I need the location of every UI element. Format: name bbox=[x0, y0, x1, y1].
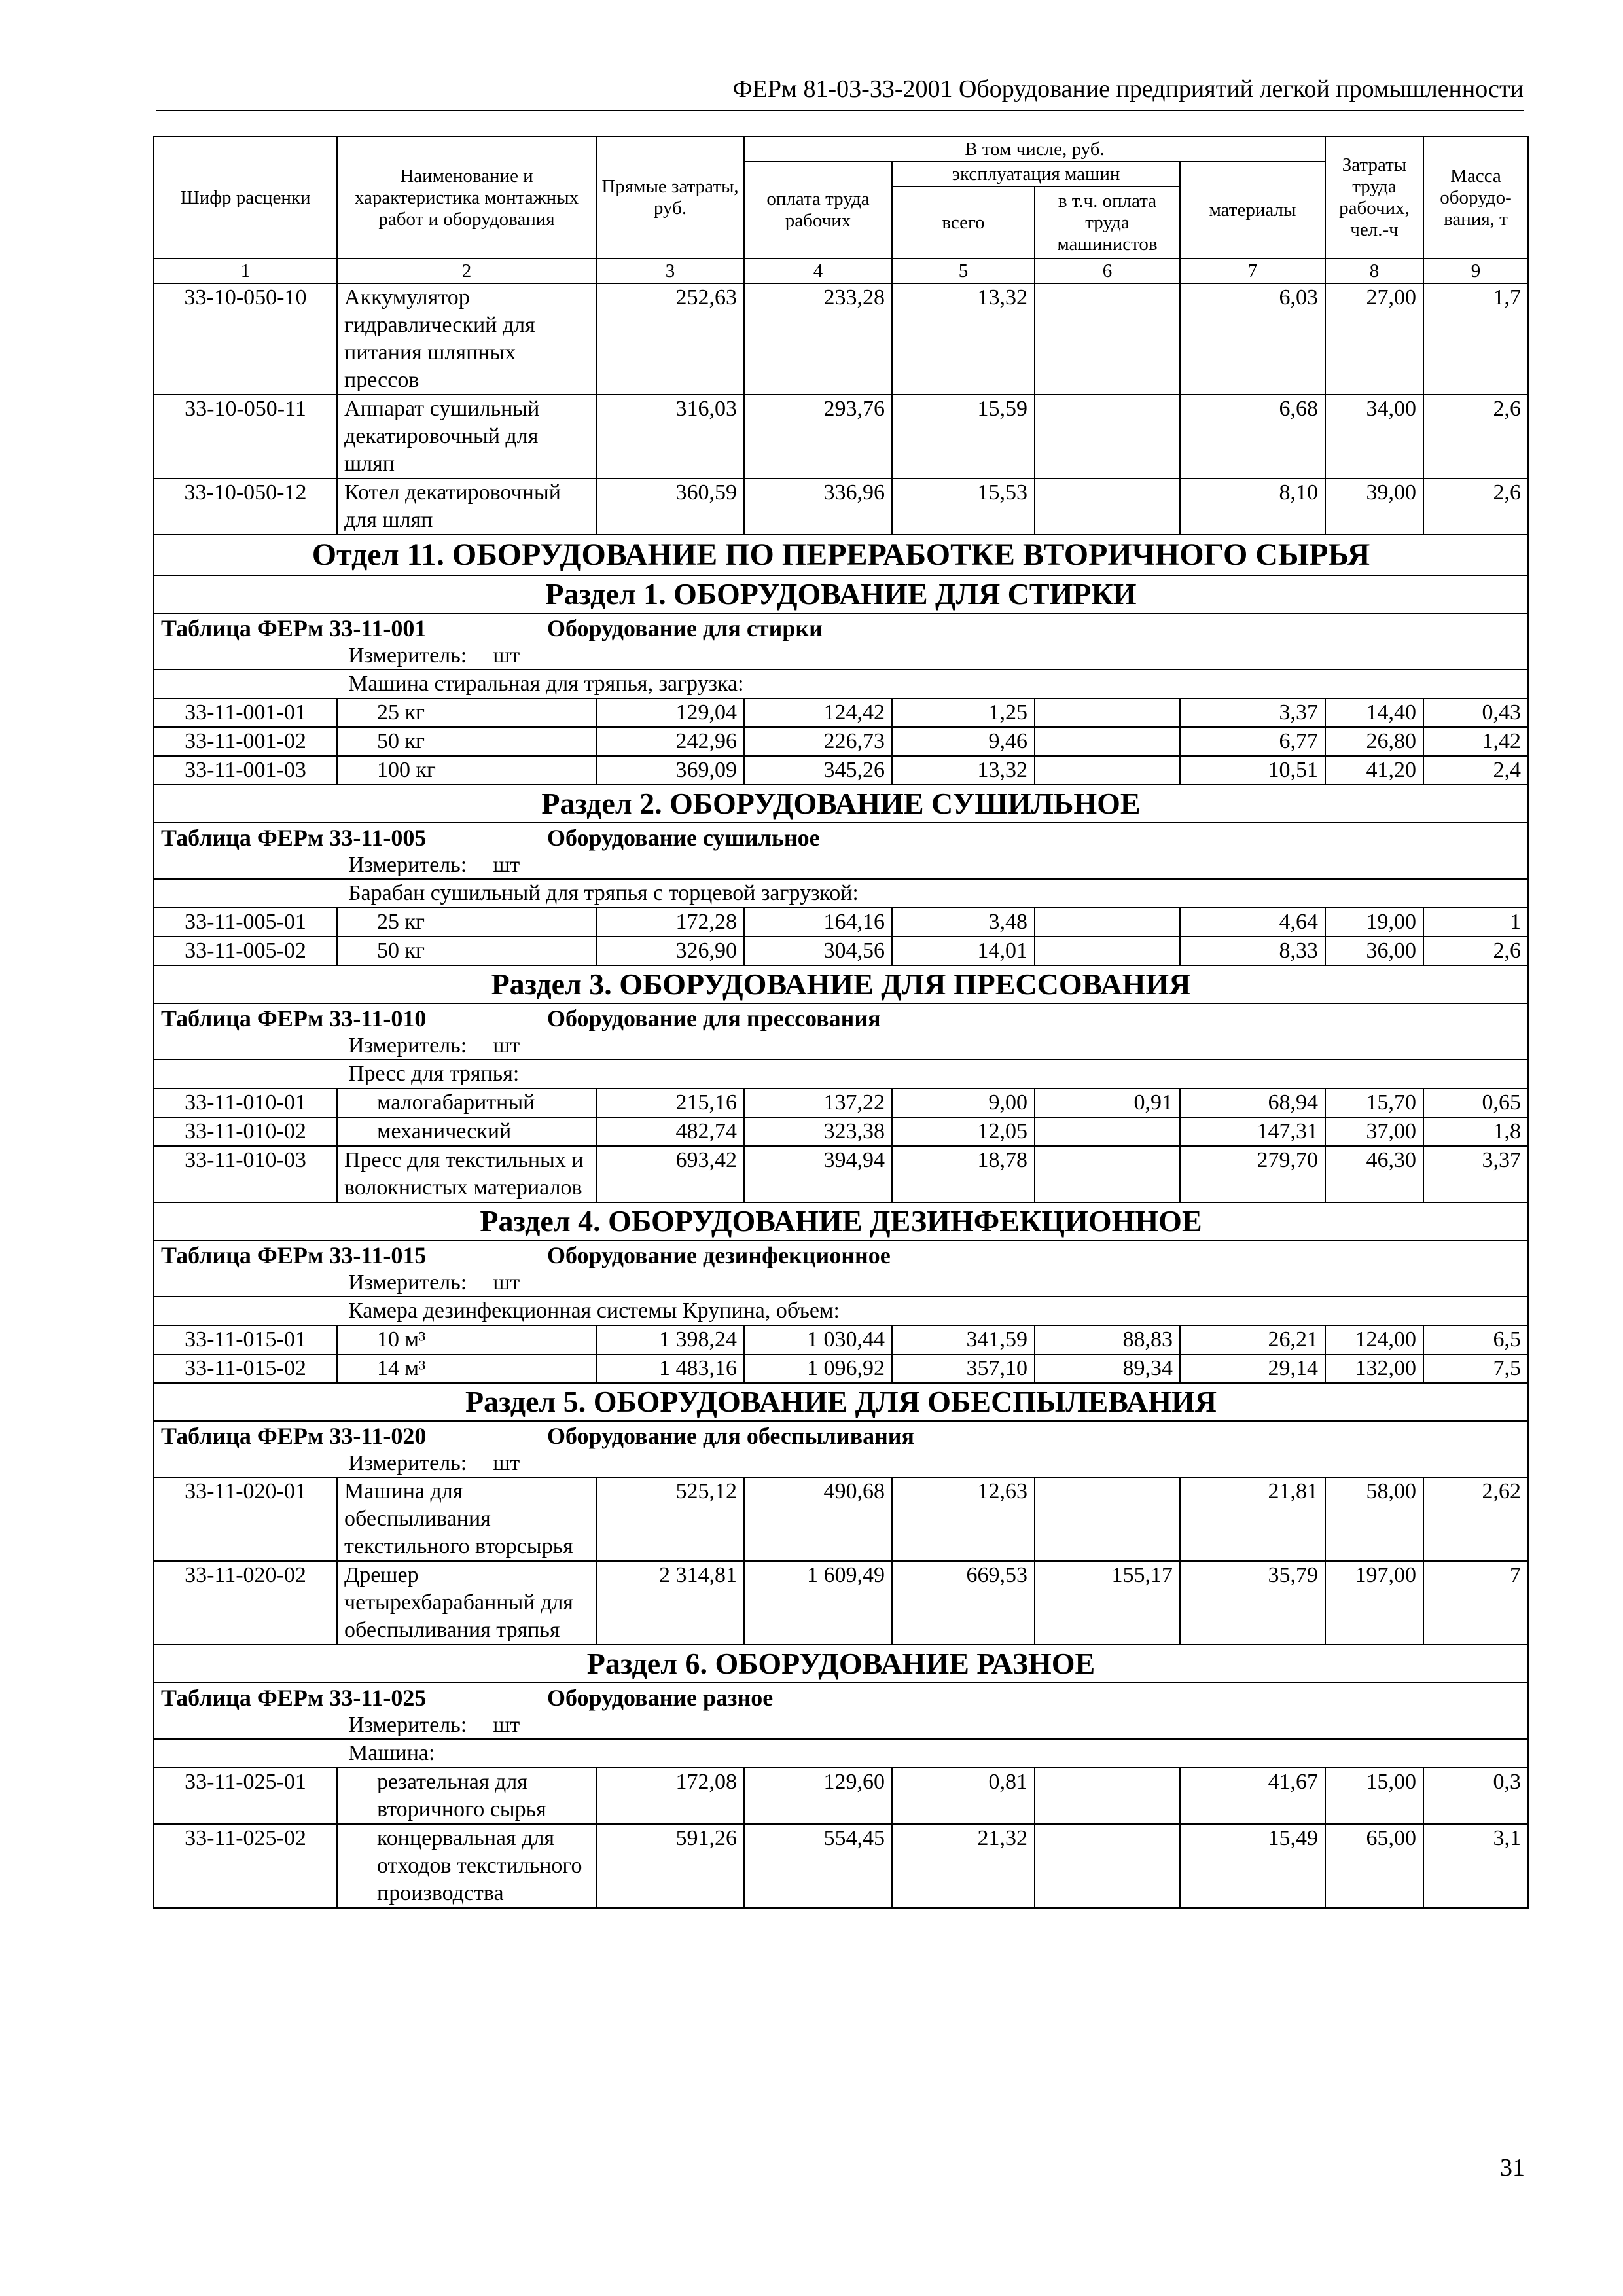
measure-unit bbox=[154, 643, 1528, 670]
labor-hours: 15,00 bbox=[1325, 1768, 1423, 1824]
labor-hours: 34,00 bbox=[1325, 395, 1423, 478]
equipment-mass: 2,4 bbox=[1423, 756, 1528, 785]
table-row bbox=[154, 478, 1528, 535]
group-row bbox=[154, 1060, 1528, 1088]
work-name: механический bbox=[337, 1117, 596, 1146]
machines-total: 12,05 bbox=[892, 1117, 1035, 1146]
materials: 3,37 bbox=[1180, 698, 1325, 727]
section-title: Раздел 6. ОБОРУДОВАНИЕ РАЗНОЕ bbox=[154, 1645, 1528, 1683]
section-title: Раздел 4. ОБОРУДОВАНИЕ ДЕЗИНФЕКЦИОННОЕ bbox=[154, 1202, 1528, 1240]
machinists-pay bbox=[1035, 1117, 1180, 1146]
rates-table bbox=[153, 136, 1529, 1909]
table-row bbox=[154, 1477, 1528, 1561]
table-row bbox=[154, 937, 1528, 965]
labor-hours: 197,00 bbox=[1325, 1561, 1423, 1645]
measure-label: Измеритель: bbox=[348, 1451, 467, 1475]
page-header bbox=[156, 71, 1524, 111]
direct-costs: 215,16 bbox=[596, 1088, 744, 1117]
rate-code: 33-10-050-11 bbox=[154, 395, 337, 478]
machinists-pay bbox=[1035, 1146, 1180, 1202]
direct-costs: 326,90 bbox=[596, 937, 744, 965]
labor-hours: 14,40 bbox=[1325, 698, 1423, 727]
col-header-materials: материалы bbox=[1180, 162, 1325, 259]
machines-total: 18,78 bbox=[892, 1146, 1035, 1202]
labor-pay: 293,76 bbox=[744, 395, 892, 478]
measure-label: Измеритель: bbox=[348, 643, 467, 668]
labor-pay: 1 609,49 bbox=[744, 1561, 892, 1645]
direct-costs: 525,12 bbox=[596, 1477, 744, 1561]
machinists-pay bbox=[1035, 937, 1180, 965]
equipment-mass: 3,37 bbox=[1423, 1146, 1528, 1202]
table-row bbox=[154, 1146, 1528, 1202]
work-name: 14 м³ bbox=[337, 1354, 596, 1383]
measure-value: шт bbox=[493, 853, 520, 877]
materials: 68,94 bbox=[1180, 1088, 1325, 1117]
col-number: 8 bbox=[1325, 259, 1423, 283]
measure-row bbox=[154, 1270, 1528, 1297]
table-heading-row bbox=[154, 823, 1528, 852]
section-title-row bbox=[154, 1645, 1528, 1683]
machines-total: 13,32 bbox=[892, 283, 1035, 395]
col-header-machines: эксплуатация машин bbox=[892, 162, 1180, 187]
materials: 21,81 bbox=[1180, 1477, 1325, 1561]
table-title: Оборудование для стирки bbox=[547, 615, 823, 641]
equipment-mass: 2,6 bbox=[1423, 395, 1528, 478]
table-heading-row bbox=[154, 1683, 1528, 1712]
work-name: 100 кг bbox=[337, 756, 596, 785]
work-name: 50 кг bbox=[337, 727, 596, 756]
section-title-row bbox=[154, 1202, 1528, 1240]
labor-pay: 226,73 bbox=[744, 727, 892, 756]
machinists-pay bbox=[1035, 1768, 1180, 1824]
section-title-row bbox=[154, 575, 1528, 613]
labor-pay: 137,22 bbox=[744, 1088, 892, 1117]
col-number: 1 bbox=[154, 259, 337, 283]
rate-code: 33-11-020-01 bbox=[154, 1477, 337, 1561]
work-name: Дрешер четырехбарабанный для обеспыливания тряпья bbox=[337, 1561, 596, 1645]
machinists-pay bbox=[1035, 283, 1180, 395]
section-title: Раздел 5. ОБОРУДОВАНИЕ ДЛЯ ОБЕСПЫЛЕВАНИЯ bbox=[154, 1383, 1528, 1421]
equipment-mass: 0,65 bbox=[1423, 1088, 1528, 1117]
rate-code: 33-11-001-03 bbox=[154, 756, 337, 785]
measure-value: шт bbox=[493, 1033, 520, 1058]
direct-costs: 1 398,24 bbox=[596, 1325, 744, 1354]
col-header-direct: Прямые затраты, руб. bbox=[596, 137, 744, 259]
col-header-labor-hours: Затраты труда рабочих, чел.-ч bbox=[1325, 137, 1423, 259]
table-row bbox=[154, 698, 1528, 727]
measure-unit bbox=[154, 852, 1528, 879]
work-name: концервальная для отходов текстильного производства bbox=[337, 1824, 596, 1908]
work-name: 25 кг bbox=[337, 698, 596, 727]
labor-pay: 164,16 bbox=[744, 908, 892, 937]
rate-code: 33-10-050-12 bbox=[154, 478, 337, 535]
work-name: Машина для обеспыливания текстильного вторсырья bbox=[337, 1477, 596, 1561]
measure-row bbox=[154, 643, 1528, 670]
machinists-pay: 155,17 bbox=[1035, 1561, 1180, 1645]
labor-hours: 39,00 bbox=[1325, 478, 1423, 535]
col-number: 9 bbox=[1423, 259, 1528, 283]
direct-costs: 252,63 bbox=[596, 283, 744, 395]
machines-total: 0,81 bbox=[892, 1768, 1035, 1824]
col-number: 3 bbox=[596, 259, 744, 283]
measure-unit bbox=[154, 1712, 1528, 1739]
labor-pay: 554,45 bbox=[744, 1824, 892, 1908]
labor-pay: 336,96 bbox=[744, 478, 892, 535]
group-label: Машина стиральная для тряпья, загрузка: bbox=[154, 670, 1528, 698]
column-numbers-row bbox=[154, 259, 1528, 283]
table-heading bbox=[154, 823, 1528, 852]
measure-label: Измеритель: bbox=[348, 1270, 467, 1295]
table-row bbox=[154, 1117, 1528, 1146]
machinists-pay bbox=[1035, 698, 1180, 727]
labor-hours: 36,00 bbox=[1325, 937, 1423, 965]
col-header-name: Наименование и характеристика монтажных работ и оборудования bbox=[337, 137, 596, 259]
col-number: 7 bbox=[1180, 259, 1325, 283]
labor-hours: 65,00 bbox=[1325, 1824, 1423, 1908]
labor-hours: 15,70 bbox=[1325, 1088, 1423, 1117]
labor-hours: 26,80 bbox=[1325, 727, 1423, 756]
col-number: 6 bbox=[1035, 259, 1180, 283]
table-row bbox=[154, 908, 1528, 937]
work-name: 50 кг bbox=[337, 937, 596, 965]
labor-pay: 304,56 bbox=[744, 937, 892, 965]
labor-pay: 233,28 bbox=[744, 283, 892, 395]
materials: 6,68 bbox=[1180, 395, 1325, 478]
group-row bbox=[154, 1739, 1528, 1768]
labor-pay: 1 096,92 bbox=[744, 1354, 892, 1383]
labor-hours: 41,20 bbox=[1325, 756, 1423, 785]
group-row bbox=[154, 1297, 1528, 1325]
table-row bbox=[154, 1561, 1528, 1645]
work-name: резательная для вторичного сырья bbox=[337, 1768, 596, 1824]
equipment-mass: 1 bbox=[1423, 908, 1528, 937]
labor-hours: 58,00 bbox=[1325, 1477, 1423, 1561]
equipment-mass: 1,8 bbox=[1423, 1117, 1528, 1146]
labor-pay: 394,94 bbox=[744, 1146, 892, 1202]
direct-costs: 693,42 bbox=[596, 1146, 744, 1202]
section-title-row bbox=[154, 785, 1528, 823]
materials: 6,03 bbox=[1180, 283, 1325, 395]
group-label: Пресс для тряпья: bbox=[154, 1060, 1528, 1088]
direct-costs: 2 314,81 bbox=[596, 1561, 744, 1645]
division-title: Отдел 11. ОБОРУДОВАНИЕ ПО ПЕРЕРАБОТКЕ ВТОРИЧНОГО СЫРЬЯ bbox=[154, 535, 1528, 575]
table-title: Оборудование для обеспыливания bbox=[547, 1423, 915, 1449]
machinists-pay bbox=[1035, 1824, 1180, 1908]
machinists-pay: 0,91 bbox=[1035, 1088, 1180, 1117]
work-name: Котел декатировочный для шляп bbox=[337, 478, 596, 535]
machines-total: 357,10 bbox=[892, 1354, 1035, 1383]
table-heading bbox=[154, 613, 1528, 643]
direct-costs: 172,28 bbox=[596, 908, 744, 937]
labor-pay: 129,60 bbox=[744, 1768, 892, 1824]
measure-row bbox=[154, 1450, 1528, 1477]
materials: 279,70 bbox=[1180, 1146, 1325, 1202]
machinists-pay bbox=[1035, 756, 1180, 785]
section-title-row bbox=[154, 965, 1528, 1003]
rate-code: 33-11-010-03 bbox=[154, 1146, 337, 1202]
equipment-mass: 1,7 bbox=[1423, 283, 1528, 395]
equipment-mass: 0,3 bbox=[1423, 1768, 1528, 1824]
materials: 41,67 bbox=[1180, 1768, 1325, 1824]
materials: 8,33 bbox=[1180, 937, 1325, 965]
table-row bbox=[154, 756, 1528, 785]
table-code: Таблица ФЕРм 33-11-025 bbox=[161, 1685, 427, 1711]
table-code: Таблица ФЕРм 33-11-010 bbox=[161, 1005, 427, 1031]
table-title: Оборудование сушильное bbox=[547, 825, 820, 851]
document-title: ФЕРм 81-03-33-2001 Оборудование предприятий легкой промышленности bbox=[732, 75, 1524, 103]
col-number: 2 bbox=[337, 259, 596, 283]
section-title: Раздел 2. ОБОРУДОВАНИЕ СУШИЛЬНОЕ bbox=[154, 785, 1528, 823]
machinists-pay: 89,34 bbox=[1035, 1354, 1180, 1383]
col-number: 4 bbox=[744, 259, 892, 283]
measure-label: Измеритель: bbox=[348, 1033, 467, 1058]
table-heading bbox=[154, 1683, 1528, 1712]
page-number: 31 bbox=[1500, 2154, 1525, 2181]
col-header-mach-total: всего bbox=[892, 187, 1035, 259]
materials: 8,10 bbox=[1180, 478, 1325, 535]
rate-code: 33-11-005-01 bbox=[154, 908, 337, 937]
table-heading bbox=[154, 1421, 1528, 1450]
machinists-pay bbox=[1035, 1477, 1180, 1561]
table-code: Таблица ФЕРм 33-11-005 bbox=[161, 825, 427, 851]
section-title: Раздел 3. ОБОРУДОВАНИЕ ДЛЯ ПРЕССОВАНИЯ bbox=[154, 965, 1528, 1003]
materials: 147,31 bbox=[1180, 1117, 1325, 1146]
rate-code: 33-11-001-02 bbox=[154, 727, 337, 756]
labor-hours: 132,00 bbox=[1325, 1354, 1423, 1383]
rate-code: 33-11-020-02 bbox=[154, 1561, 337, 1645]
rate-code: 33-11-010-01 bbox=[154, 1088, 337, 1117]
table-row bbox=[154, 1325, 1528, 1354]
materials: 4,64 bbox=[1180, 908, 1325, 937]
measure-label: Измеритель: bbox=[348, 1713, 467, 1737]
machines-total: 15,53 bbox=[892, 478, 1035, 535]
labor-pay: 1 030,44 bbox=[744, 1325, 892, 1354]
measure-row bbox=[154, 852, 1528, 879]
machines-total: 14,01 bbox=[892, 937, 1035, 965]
machines-total: 12,63 bbox=[892, 1477, 1035, 1561]
measure-unit bbox=[154, 1033, 1528, 1060]
labor-pay: 490,68 bbox=[744, 1477, 892, 1561]
table-row bbox=[154, 727, 1528, 756]
col-header-code: Шифр расценки bbox=[154, 137, 337, 259]
labor-hours: 19,00 bbox=[1325, 908, 1423, 937]
work-name: малогабаритный bbox=[337, 1088, 596, 1117]
equipment-mass: 0,43 bbox=[1423, 698, 1528, 727]
equipment-mass: 3,1 bbox=[1423, 1824, 1528, 1908]
equipment-mass: 6,5 bbox=[1423, 1325, 1528, 1354]
materials: 35,79 bbox=[1180, 1561, 1325, 1645]
col-number: 5 bbox=[892, 259, 1035, 283]
machines-total: 21,32 bbox=[892, 1824, 1035, 1908]
machines-total: 15,59 bbox=[892, 395, 1035, 478]
labor-pay: 124,42 bbox=[744, 698, 892, 727]
machinists-pay bbox=[1035, 395, 1180, 478]
section-title-row bbox=[154, 1383, 1528, 1421]
equipment-mass: 1,42 bbox=[1423, 727, 1528, 756]
rate-code: 33-11-015-01 bbox=[154, 1325, 337, 1354]
table-heading-row bbox=[154, 1240, 1528, 1270]
table-code: Таблица ФЕРм 33-11-001 bbox=[161, 615, 427, 641]
direct-costs: 591,26 bbox=[596, 1824, 744, 1908]
direct-costs: 482,74 bbox=[596, 1117, 744, 1146]
measure-value: шт bbox=[493, 1451, 520, 1475]
rate-code: 33-10-050-10 bbox=[154, 283, 337, 395]
col-header-mass: Масса оборудо-вания, т bbox=[1423, 137, 1528, 259]
table-title: Оборудование дезинфекционное bbox=[547, 1242, 891, 1268]
machines-total: 9,00 bbox=[892, 1088, 1035, 1117]
machines-total: 1,25 bbox=[892, 698, 1035, 727]
measure-unit bbox=[154, 1450, 1528, 1477]
labor-hours: 27,00 bbox=[1325, 283, 1423, 395]
section-title: Раздел 1. ОБОРУДОВАНИЕ ДЛЯ СТИРКИ bbox=[154, 575, 1528, 613]
equipment-mass: 2,62 bbox=[1423, 1477, 1528, 1561]
group-label: Барабан сушильный для тряпья с торцевой загрузкой: bbox=[154, 879, 1528, 908]
equipment-mass: 2,6 bbox=[1423, 937, 1528, 965]
work-name: 10 м³ bbox=[337, 1325, 596, 1354]
table-row bbox=[154, 1824, 1528, 1908]
measure-value: шт bbox=[493, 643, 520, 668]
col-header-incl: В том числе, руб. bbox=[744, 137, 1325, 162]
table-heading bbox=[154, 1003, 1528, 1033]
materials: 26,21 bbox=[1180, 1325, 1325, 1354]
group-row bbox=[154, 879, 1528, 908]
machines-total: 9,46 bbox=[892, 727, 1035, 756]
measure-row bbox=[154, 1033, 1528, 1060]
table-heading bbox=[154, 1240, 1528, 1270]
division-title-row bbox=[154, 535, 1528, 575]
direct-costs: 1 483,16 bbox=[596, 1354, 744, 1383]
rate-code: 33-11-005-02 bbox=[154, 937, 337, 965]
direct-costs: 316,03 bbox=[596, 395, 744, 478]
equipment-mass: 7,5 bbox=[1423, 1354, 1528, 1383]
table-row bbox=[154, 283, 1528, 395]
work-name: Аккумулятор гидравлический для питания шляпных прессов bbox=[337, 283, 596, 395]
materials: 6,77 bbox=[1180, 727, 1325, 756]
table-code: Таблица ФЕРм 33-11-015 bbox=[161, 1242, 427, 1268]
group-label: Машина: bbox=[154, 1739, 1528, 1768]
machines-total: 13,32 bbox=[892, 756, 1035, 785]
group-label: Камера дезинфекционная системы Крупина, объем: bbox=[154, 1297, 1528, 1325]
materials: 29,14 bbox=[1180, 1354, 1325, 1383]
rate-code: 33-11-001-01 bbox=[154, 698, 337, 727]
equipment-mass: 2,6 bbox=[1423, 478, 1528, 535]
work-name: Пресс для текстильных и волокнистых материалов bbox=[337, 1146, 596, 1202]
group-row bbox=[154, 670, 1528, 698]
table-row bbox=[154, 1354, 1528, 1383]
table-title: Оборудование для прессования bbox=[547, 1005, 881, 1031]
table-heading-row bbox=[154, 1421, 1528, 1450]
materials: 15,49 bbox=[1180, 1824, 1325, 1908]
measure-unit bbox=[154, 1270, 1528, 1297]
equipment-mass: 7 bbox=[1423, 1561, 1528, 1645]
labor-pay: 323,38 bbox=[744, 1117, 892, 1146]
col-header-mach-pay: в т.ч. оплата труда машинистов bbox=[1035, 187, 1180, 259]
labor-hours: 37,00 bbox=[1325, 1117, 1423, 1146]
labor-hours: 46,30 bbox=[1325, 1146, 1423, 1202]
direct-costs: 360,59 bbox=[596, 478, 744, 535]
labor-hours: 124,00 bbox=[1325, 1325, 1423, 1354]
table-row bbox=[154, 395, 1528, 478]
machinists-pay bbox=[1035, 727, 1180, 756]
table-heading-row bbox=[154, 613, 1528, 643]
col-header-labor-pay: оплата труда рабочих bbox=[744, 162, 892, 259]
table-row bbox=[154, 1088, 1528, 1117]
direct-costs: 129,04 bbox=[596, 698, 744, 727]
machines-total: 669,53 bbox=[892, 1561, 1035, 1645]
rate-code: 33-11-025-01 bbox=[154, 1768, 337, 1824]
machines-total: 3,48 bbox=[892, 908, 1035, 937]
measure-value: шт bbox=[493, 1713, 520, 1737]
labor-pay: 345,26 bbox=[744, 756, 892, 785]
measure-value: шт bbox=[493, 1270, 520, 1295]
rate-code: 33-11-025-02 bbox=[154, 1824, 337, 1908]
table-heading-row bbox=[154, 1003, 1528, 1033]
rate-code: 33-11-010-02 bbox=[154, 1117, 337, 1146]
direct-costs: 369,09 bbox=[596, 756, 744, 785]
machinists-pay bbox=[1035, 908, 1180, 937]
table-row bbox=[154, 1768, 1528, 1824]
machines-total: 341,59 bbox=[892, 1325, 1035, 1354]
measure-label: Измеритель: bbox=[348, 853, 467, 877]
direct-costs: 172,08 bbox=[596, 1768, 744, 1824]
table-title: Оборудование разное bbox=[547, 1685, 774, 1711]
table-code: Таблица ФЕРм 33-11-020 bbox=[161, 1423, 427, 1449]
direct-costs: 242,96 bbox=[596, 727, 744, 756]
rate-code: 33-11-015-02 bbox=[154, 1354, 337, 1383]
machinists-pay: 88,83 bbox=[1035, 1325, 1180, 1354]
machinists-pay bbox=[1035, 478, 1180, 535]
work-name: 25 кг bbox=[337, 908, 596, 937]
measure-row bbox=[154, 1712, 1528, 1739]
work-name: Аппарат сушильный декатировочный для шляп bbox=[337, 395, 596, 478]
materials: 10,51 bbox=[1180, 756, 1325, 785]
